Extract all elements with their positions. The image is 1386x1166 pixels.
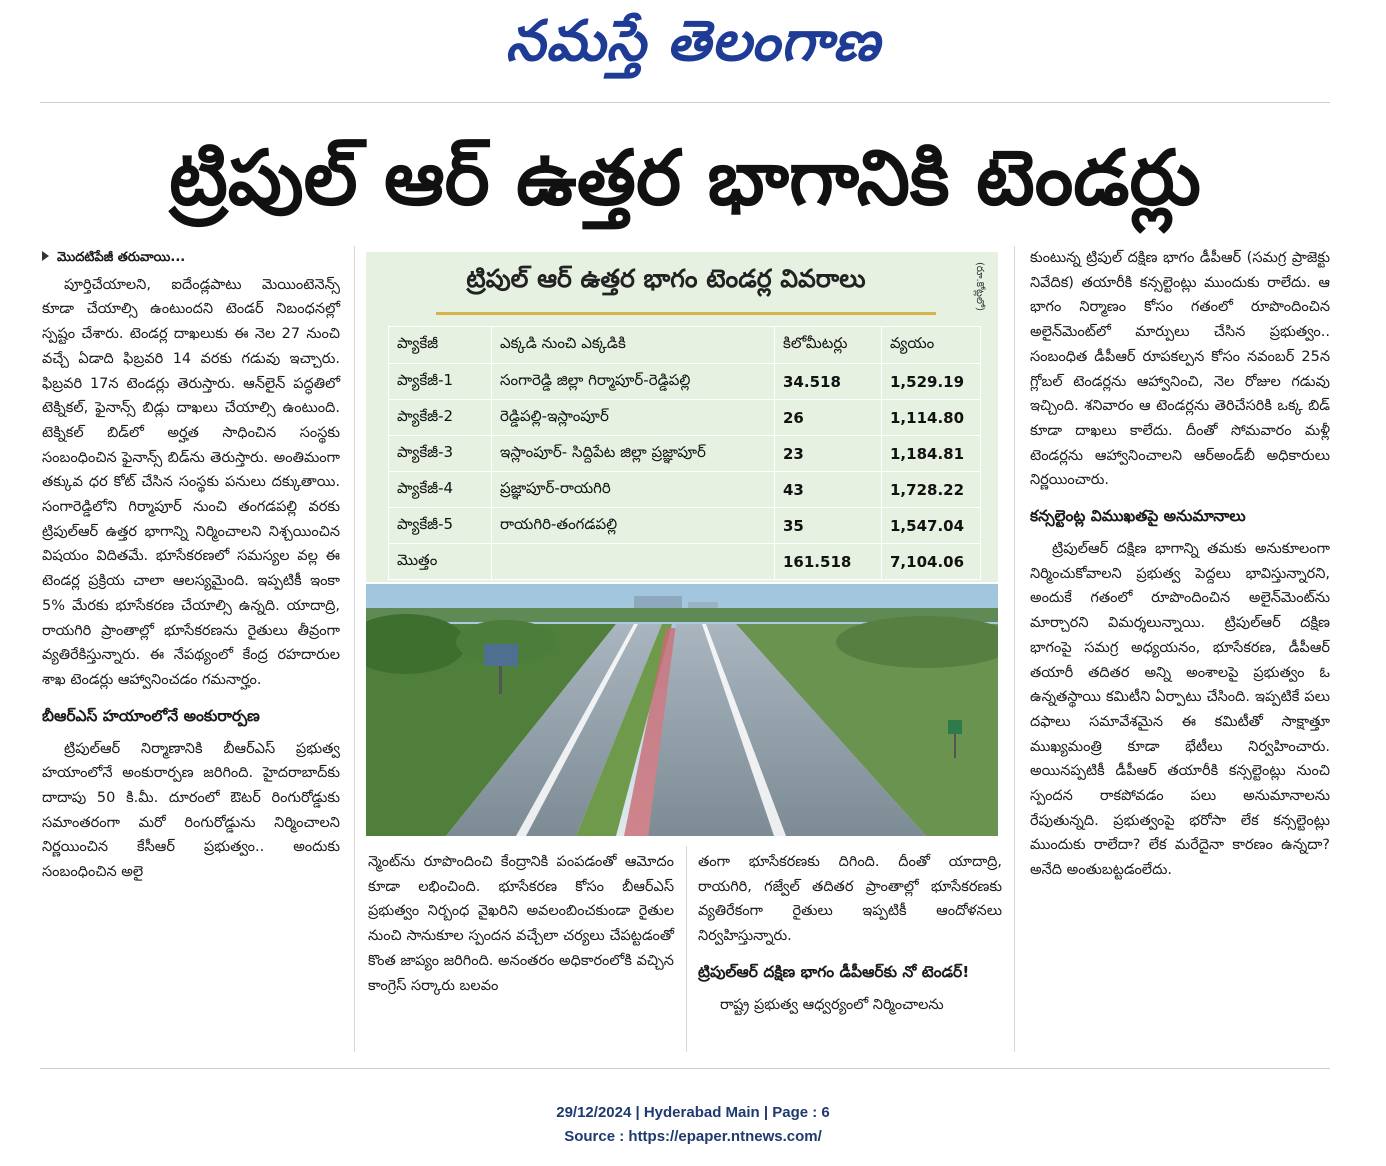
newspaper-masthead: నమస్తే తెలంగాణ [505,8,881,74]
header-km: కిలోమీటర్లు [775,327,882,364]
cell-route: రెడ్డిపల్లి-ఇస్లాంపూర్ [492,400,775,436]
table-row [389,364,981,400]
header-route: ఎక్కడి నుంచి ఎక్కడికి [492,327,775,364]
third-para-1: తంగా భూసేకరణకు దిగింది. దీంతో యాదాద్రి, రాయగిరి, గజ్వేల్ తదితర ప్రాంతాల్లో భూసేకరణకు వ్యతిరేకంగా రైతులు ఇప్పటికీ ఆందోళనలు నిర్వహిస్తున్నారు. [698,854,1002,945]
table-credit: (రూ.కోట్లలో) [974,262,985,312]
left-subhead: బీఆర్‌ఎస్ హయాంలోనే అంకురార్పణ [42,706,260,725]
cell-package: ప్యాకేజీ-2 [389,400,492,436]
cell-total-cost: 7,104.06 [882,544,981,580]
highway-photo [366,584,998,836]
cell-km: 26 [775,400,882,436]
cell-km: 43 [775,472,882,508]
highway-illustration [366,584,998,836]
middle-column [368,850,674,1050]
right-para-1: కుంటున్న ట్రిపుల్ దక్షిణ భాగం డీపీఆర్ (సమగ్ర ప్రాజెక్టు నివేదిక) తయారీకి కన్సల్టెంట్లు ముందుకు రాలేదు. ఆ భాగం నిర్మాణం కోసం గతంలో రూపొందించిన అలైన్‌మెంట్‌లో మార్పులు చేసిన ప్రభుత్వం.. సంబంధిత డీపీఆర్ రూపకల్పన కోసం నవంబర్ 25న గ్లోబల్ టెండర్లను ఆహ్వానించి, నెల రోజుల గడువు ఇచ్చింది. శనివారం ఆ టెండర్లను తెరిచేసరికి ఒక్క బిడ్ కూడా దాఖలు కాలేదు. దీంతో సోమవారం మళ్లీ టెండర్లను ఆహ్వానించాలని ఆర్‌అండ్‌బీ అధికారులు నిర్ణయించారు. [1030,250,1330,489]
cell-total-km: 161.518 [775,544,882,580]
header-package: ప్యాకేజీ [389,327,492,364]
cell-km: 34.518 [775,364,882,400]
cell-total-label: మొత్తం [389,544,492,580]
table-row [389,400,981,436]
header-cost: వ్యయం [882,327,981,364]
cell-cost: 1,114.80 [882,400,981,436]
cell-cost: 1,184.81 [882,436,981,472]
footer-date-line: 29/12/2024 | Hyderabad Main | Page : 6 [556,1104,830,1121]
main-headline: ట్రిపుల్ ఆర్ ఉత్తర భాగానికి టెండర్లు [169,133,1201,222]
cell-package: ప్యాకేజీ-5 [389,508,492,544]
title-underline [436,312,936,315]
left-column [42,246,340,1054]
tender-table [388,326,981,580]
continued-label: మొదటిపేజీ తరువాయి... [42,246,340,271]
cell-package: ప్యాకేజీ-4 [389,472,492,508]
arrow-right-icon [42,251,49,261]
bottom-rule [40,1068,1330,1069]
third-para-2: రాష్ట్ర ప్రభుత్వ ఆధ్వర్యంలో నిర్మించాలను [720,996,944,1013]
cell-package: ప్యాకేజీ-3 [389,436,492,472]
cell-cost: 1,529.19 [882,364,981,400]
right-column [1030,246,1330,1054]
table-header-row [389,327,981,364]
top-rule [40,102,1330,103]
table-total-row [389,544,981,580]
right-subhead: కన్సల్టెంట్ల విముఖతపై అనుమానాలు [1030,507,1246,526]
cell-total-route [492,544,775,580]
column-divider [354,246,355,1052]
cell-km: 23 [775,436,882,472]
middle-para-1: న్మెంట్‌ను రూపొందించి కేంద్రానికి పంపడంతో ఆమోదం కూడా లభించింది. భూసేకరణ కోసం బీఆర్‌ఎస్ ప్రభుత్వం నిర్బంధ వైఖరిని అవలంబించకుండా రైతుల నుంచి సానుకూల స్పందన వచ్చేలా చర్యలు చేపట్టడంతో కొంత జాప్యం జరిగింది. అనంతరం అధికారంలోకి వచ్చిన కాంగ్రెస్ సర్కారు బలవం [368,854,674,994]
third-subhead: ట్రిపుల్‌ఆర్ దక్షిణ భాగం డీపీఆర్‌కు నో టెండర్! [698,962,970,981]
footer-source-line: Source : https://epaper.ntnews.com/ [564,1128,822,1145]
third-column [698,850,1002,1050]
right-para-2: ట్రిపుల్‌ఆర్ దక్షిణ భాగాన్ని తమకు అనుకూలంగా నిర్మించుకోవాలని ప్రభుత్వ పెద్దలు భావిస్తున్నారని, అందుకే గతంలో రూపొందించిన అలైన్‌మెంట్‌ను మార్చారని విమర్శలున్నాయి. ట్రిపుల్‌ఆర్ దక్షిణ భాగంపై సమగ్ర అధ్యయనం, భూసేకరణ, డీపీఆర్ తయారీ తదితర అన్ని అంశాలపై ప్రభుత్వం ఓ ఉన్నతస్థాయి కమిటీని ఏర్పాటు చేసింది. ఇప్పటికే పలు దఫాలు సమావేశమైన ఈ కమిటీతో సాక్షాత్తూ ముఖ్యమంత్రి కూడా భేటీలు నిర్వహించారు. అయినప్పటికీ డీపీఆర్ తయారీకి కన్సల్టెంట్లు నుంచి స్పందన రాకపోవడం పలు అనుమానాలను రేపుతున్నది. ప్రభుత్వంపై భరోసా లేక కన్సల్టెంట్లు ముందుకు రాలేదా? లేక మరేదైనా కారణం ఉన్నదా? అనేది అంతుబట్టడంలేదు. [1030,541,1330,879]
cell-route: ప్రజ్ఞాపూర్-రాయగిరి [492,472,775,508]
left-para-2: ట్రిపుల్‌ఆర్ నిర్మాణానికి బీఆర్‌ఎస్ ప్రభుత్వ హయాంలోనే అంకురార్పణ జరిగింది. హైదరాబాద్‌కు దాదాపు 50 కి.మీ. దూరంలో ఔటర్ రింగురోడ్డుకు సమాంతరంగా మరో రింగురోడ్డును నిర్మించాలని నిర్ణయించిన కేసీఆర్ ప్రభుత్వం.. అందుకు సంబంధించిన అలై [42,740,340,881]
column-divider [686,846,687,1052]
road-sign [948,720,962,734]
cell-package: ప్యాకేజీ-1 [389,364,492,400]
cell-route: రాయగిరి-తంగడపల్లి [492,508,775,544]
table-row [389,436,981,472]
cell-route: ఇస్లాంపూర్- సిద్దిపేట జిల్లా ప్రజ్ఞాపూర్ [492,436,775,472]
cell-km: 35 [775,508,882,544]
table-title: ట్రిపుల్ ఆర్ ఉత్తర భాగం టెండర్ల వివరాలు [466,264,866,293]
column-divider [1014,246,1015,1052]
road-sign [484,644,518,666]
cell-cost: 1,547.04 [882,508,981,544]
table-row [389,508,981,544]
left-para-1: పూర్తిచేయాలని, ఐదేండ్లపాటు మెయింటెనెన్స్ కూడా చేయాల్సి ఉంటుందని టెండర్ నిబంధనల్లో స్పష్టం చేశారు. టెండర్ల దాఖలుకు ఈ నెల 27 నుంచి వచ్చే ఏడాది ఫిబ్రవరి 14 వరకు గడువు ఇచ్చారు. ఫిబ్రవరి 17న టెండర్లు తెరుస్తారు. ఆన్‌లైన్ పద్ధతిలో టెక్నికల్, ఫైనాన్స్ బిడ్లు దాఖలు చేయాల్సి ఉంటుంది. టెక్నికల్ బిడ్‌లో అర్హత సాధించిన సంస్థకు సంబంధించిన ఫైనాన్స్ బిడ్‌ను తెరుస్తారు. అంతిమంగా తక్కువ ధర కోట్ చేసిన సంస్థకు పనులు దక్కుతాయి. సంగారెడ్డిలోని గిర్మాపూర్ నుంచి తంగడపల్లి వరకు ట్రిపుల్‌ఆర్ ఉత్తర భాగాన్ని నిర్మించాలని నిశ్చయించిన విషయం విదితమే. భూసేకరణలో సమస్యల వల్ల ఈ టెండర్ల ప్రక్రియ చాలా ఆలస్యమైంది. ఇప్పటికీ ఇంకా 5% మేరకు భూసేకరణ చేయాల్సి ఉన్నది. యాదాద్రి, రాయగిరి ప్రాంతాల్లో భూసేకరణను రైతులు తీవ్రంగా వ్యతిరేకిస్తున్నారు. ఈ నేపథ్యంలో కేంద్ర రహదారుల శాఖ టెండర్లు ఆహ్వానించడం గమనార్హం. [42,276,340,688]
cell-cost: 1,728.22 [882,472,981,508]
cell-route: సంగారెడ్డి జిల్లా గిర్మాపూర్-రెడ్డిపల్లి [492,364,775,400]
tender-table-box [366,252,998,582]
table-row [389,472,981,508]
